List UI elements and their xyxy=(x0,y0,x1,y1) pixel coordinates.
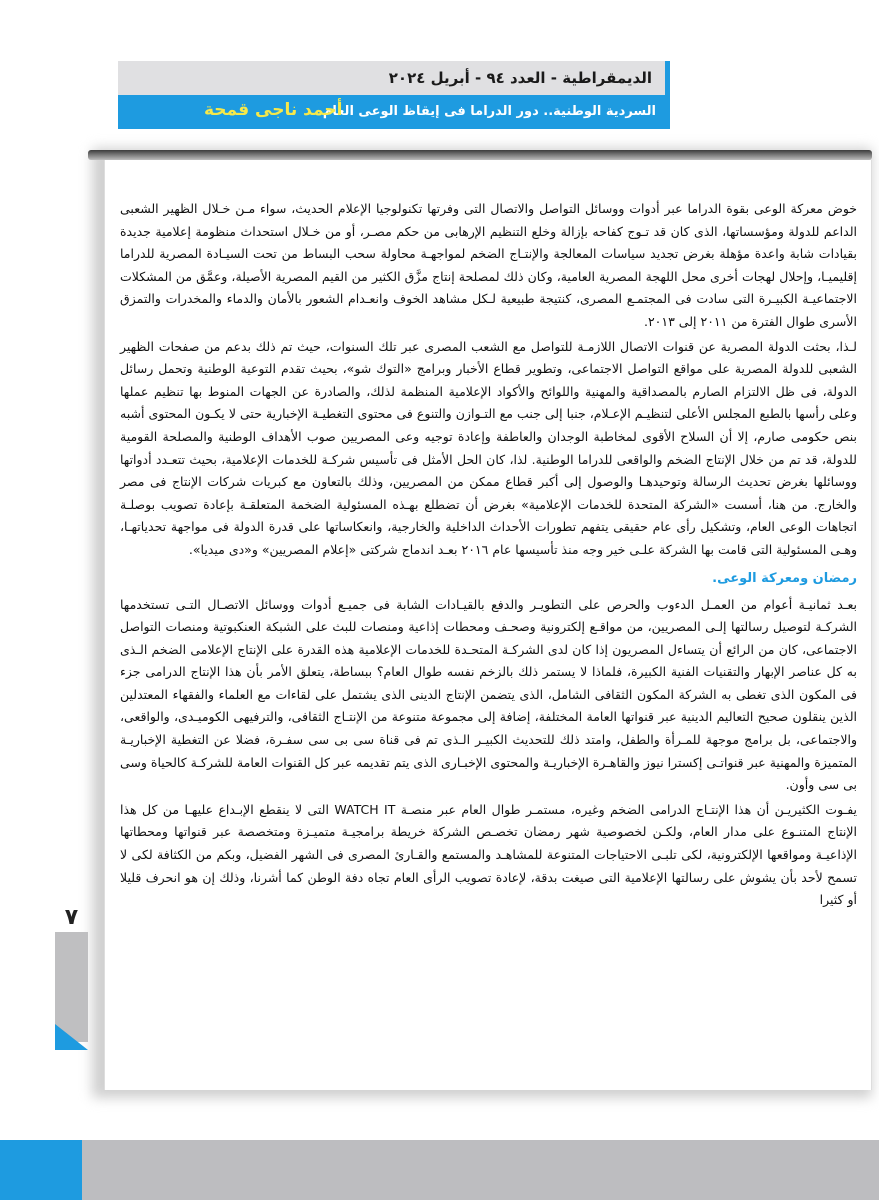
page-number: ٧ xyxy=(64,905,79,930)
author-name: أحمد ناجى قمحة xyxy=(204,100,343,120)
panel-top-edge xyxy=(88,150,872,160)
article-topic: السردية الوطنية.. دور الدراما فى إيقاظ الوعى العام xyxy=(322,104,656,119)
paragraph-2: لـذا، بحثت الدولة المصرية عن قنوات الاتصال اللازمـة للتواصل مع الشعب المصرى عبر تلك السنوات، حيث تم ذلك بدعم من صفحات الظهير الشعبى للدولة المصرية على مواقع التواصل الاجتماعى، وتطوير قطاع الأخبار وبرامج «التوك شو»، بحيث تقدم التوعية الوطنية وتحمل رسائل الدولة، فى ظل الالتزام الصارم بالمصداقية والمهنية واللوائح والأكواد الإعلامية المنظمة لذلك، والصادرة عن الجهات المنوط بها تنظيم عملها وعلى رأسها بالطبع المجلس الأعلى لتنظيـم الإعـلام، جنبا إلى جنب مع التـوازن والتنوع فى محتوى التغطيـة الإخبارية حتى لا يكـون المحتوى أشبه بنص حكومى صارم، إلا أن السلاح الأقوى لمخاطبة الوجدان والعاطفة وإعادة توجيه وعى المصريين صوب الأهداف الوطنية والمصلحة القومية للدولة، قد تم من خلال الإنتاج الضخم والواقعى للدراما الوطنية. لذا، كان الحل الأمثل فى تأسيس شركـة للخدمات الإعلامية، بحيث تتعـدد أدواتها ووسائلها بغرض تحديث الرسالة وتوحيدهـا والوصول إلى أكبر قطاع ممكن من المصريين، وذلك بالتعاون مع كبريات شركات الإنتاج فى مصر والخارج. من هنا، أسست «الشركة المتحدة للخدمات الإعلامية» بغرض أن تضطلع بهـذه المسئولية الضخمة المتعلقـة بإعادة تصويب بوصلـة اتجاهات الوعى العام، وتشكيل رأى عام حقيقى يتفهم تطورات الأحداث الداخلية والخارجية، وانعكاساتها على قدرة الدولة فى مواجهة تحدياتهـا، وهـى المسئولية التى قامت بها الشركة علـى خير وجه منذ تأسيسها عام ٢٠١٦ بعـد اندماج شركتى «إعلام المصريين» و«دى ميديا». xyxy=(120,338,857,557)
paragraph-4: يفـوت الكثيريـن أن هذا الإنتـاج الدرامى الضخم وغيره، مستمـر طوال العام عبر منصـة WATCH IT التى لا ينقطع الإبـداع عليهـا من كل هذا الإنتاج المتنـوع على مدار العام، ولكـن لخصوصية شهر رمضان تخصـص الشركة خريطة برامجيـة متميـزة ومتخصصة عبر قنواتها ومحطاتها الإذاعيـة ومواقعها الإلكترونية، لكى تلبـى الاحتياجات المتنوعة للمشاهـد والمستمع والقـارئ المصرى فى الشهر الفضيل، وبكم من الكثافة لكى لا تسمح لأحد بأن يشوش على رسالتها الإعلامية التى صيغت بدقة، لإعادة تصويب الرأى العام تجاه دفة الوطن كما أشرنا، وذلك إن هو انحرف قليلا أو كثيرا xyxy=(120,801,857,908)
footer-accent xyxy=(0,1140,82,1200)
issue-header-accent xyxy=(665,61,670,95)
left-margin xyxy=(0,0,50,1200)
article-body xyxy=(120,198,857,914)
section-subhead: رمضان ومعركة الوعى. xyxy=(712,570,857,586)
article-header xyxy=(118,95,670,129)
paragraph-1: خوض معركة الوعى بقوة الدراما عبر أدوات ووسائل التواصل والاتصال التى وفرتها تكنولوجيا الإعلام الحديث، سواء مـن خـلال الظهير الشعبى الداعم للدولة ومؤسساتها، الذى كان قد تـوج كفاحه بإزالة وخلع التنظيم الإرهابى من حكم مصـر، أو من خـلال استحداث منظومة إعلامية جديدة بقيادات شابة واعدة مؤهلة بغرض تجديد سياسات المعالجة والإنتـاج الضخم لمواجهـة محاولة سحب البساط من تحت السيـادة المصرية للدراما إقليميـا، وإحلال لهجات أخرى محل اللهجة المصرية العامية، وكان ذلك لمصلحة إنتاج مزَّق الكثير من القيم المصرية الأصيلة، وعمَّق من المشكلات الاجتماعيـة الكبيـرة التى سادت فى المجتمـع المصرى، كنتيجة طبيعية لـكل مشاهد الخوف وانعـدام الشعور بالأمان والدماء والمخدرات والتمزق الأسرى طوال الفترة من ٢٠١١ إلى ٢٠١٣. xyxy=(120,201,857,329)
footer-bar xyxy=(0,1140,879,1200)
issue-header xyxy=(118,61,670,95)
paragraph-3: بعـد ثمانيـة أعوام من العمـل الدءوب والحرص على التطويـر والدفع بالقيـادات الشابة فى جميـع أدوات ووسائل الاتصـال التـى تستخدمها الشركـة لتوصيل رسالتها إلـى المصريين، من مواقـع إلكترونية وصحـف ومحطات إذاعية ومنصات للبث على الشبكة العنكبوتية ومنصات التواصل الاجتماعى، كان من الرائع أن يتساءل المصريون إذا كان لدى الشركـة المتحـدة للخدمات الإعلامية هذه القدرة على الإنتاج الإعلامى الضخم الـذى به كل عناصر الإبهار والتقنيات الفنية الكبيرة، فلماذا لا يستمر ذلك بالزخم نفسه طوال العام؟ ببساطة، يتعلق الأمر بأن هذا الإنتاج الدرامى جزء فى المكون الذى تغطى به الشركة المكون الثقافى الشامل، الذى يتضمن الإنتاج الدينى الذى يشتمل على لقاءات مع العلماء والفقهاء المعتدلين الذين ينقلون صحيح التعاليم الدينية عبر قنواتها العامة المختلفة، إضافة إلى مجموعة متنوعة من الإنتـاج الثقافى، والترفيهى الكوميـدى، والواقعى، والاجتماعى، بل برامج موجهة للمـرأة والطفل، وامتد ذلك للتحديث الكبيـر الـذى تم فى قناة سى بى سى سفـرة، فضلا عن التغطية الإخباريـة المتميزة والمهنية عبر قنواتـى إكسترا نيوز والقاهـرة الإخباريـة والمحتوى الإخبـارى الذى يتم تقديمه عبر كل القنوات العامة للشركـة كالحياة وسى بى سى وأون. xyxy=(120,596,857,793)
issue-title: الديمقراطية - العدد ٩٤ - أبريل ٢٠٢٤ xyxy=(388,69,652,87)
page-tab-corner xyxy=(55,1024,88,1050)
